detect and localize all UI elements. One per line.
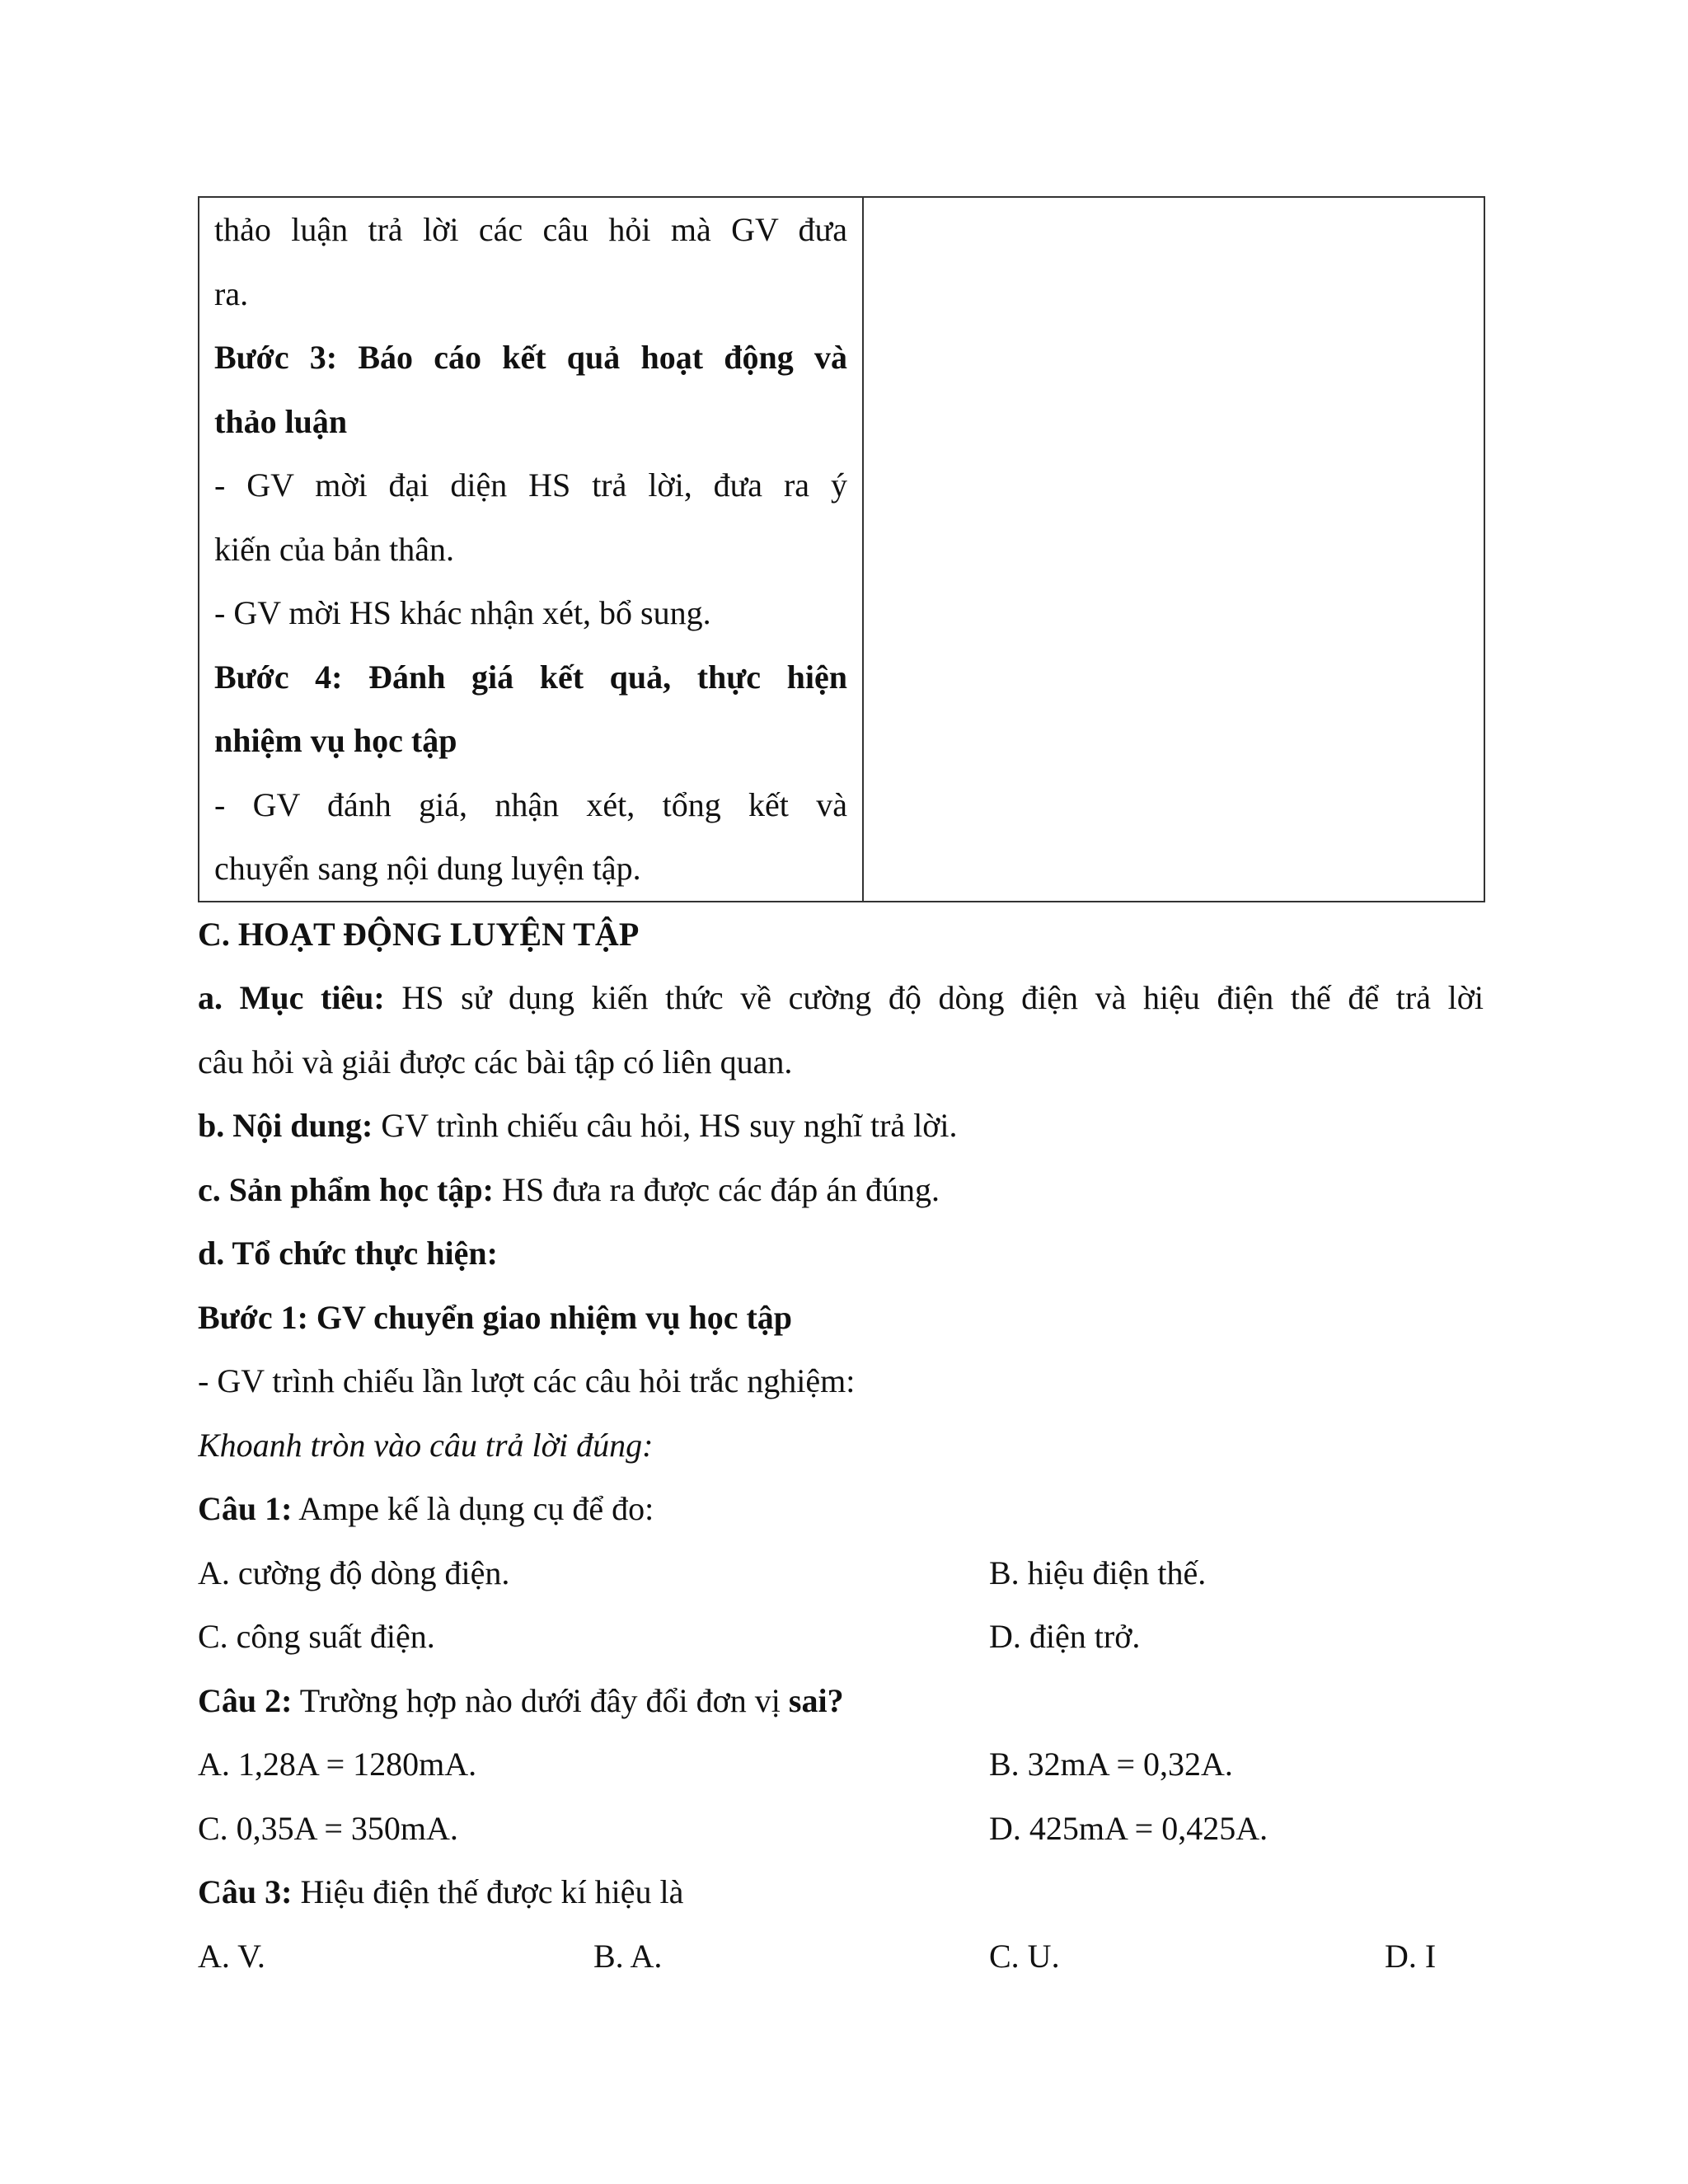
question-label: Câu 1:: [198, 1490, 293, 1527]
question-3: [198, 1860, 1484, 1924]
objective-line: [198, 966, 1484, 1030]
organize-label: d. Tổ chức thực hiện:: [198, 1235, 498, 1272]
table-line: kiến của bản thân.: [214, 530, 454, 568]
question-2: [198, 1669, 1484, 1733]
question-text: Ampe kế là dụng cụ để đo:: [292, 1490, 654, 1527]
answer-option: B. hiệu điện thế.: [989, 1554, 1207, 1591]
product-text: HS đưa ra được các đáp án đúng.: [493, 1170, 940, 1208]
question-label: Câu 2:: [198, 1681, 293, 1719]
answer-option: C. 0,35A = 350mA.: [198, 1809, 458, 1847]
step4-heading: Bước 4: Đánh giá kết quả, thực hiện: [214, 658, 847, 696]
table-line: thảo luận trả lời các câu hỏi mà GV đưa: [214, 211, 847, 248]
answer-option: A. V.: [198, 1937, 265, 1975]
objective-text: HS sử dụng kiến thức về cường độ dòng điện và hiệu điện thế để trả lời: [384, 979, 1484, 1016]
product-line: [198, 1158, 1484, 1222]
answer-row: [198, 1605, 1484, 1669]
step1-text: - GV trình chiếu lần lượt các câu hỏi trắc nghiệm:: [198, 1362, 856, 1399]
answer-option: B. 32mA = 0,32A.: [989, 1746, 1233, 1783]
objective-text-cont: câu hỏi và giải được các bài tập có liên quan.: [198, 1043, 793, 1080]
table-line: - GV đánh giá, nhận xét, tổng kết và: [214, 785, 847, 823]
question-text-bold: sai?: [788, 1681, 844, 1719]
document-page: [198, 196, 1484, 1988]
answer-option: C. công suất điện.: [198, 1618, 435, 1655]
section-heading: C. HOẠT ĐỘNG LUYỆN TẬP: [198, 915, 640, 953]
step3-heading: Bước 3: Báo cáo kết quả hoạt động và: [214, 339, 847, 376]
table-line: chuyển sang nội dung luyện tập.: [214, 850, 641, 887]
answer-option: A. cường độ dòng điện.: [198, 1554, 510, 1591]
table-line: ra.: [214, 274, 249, 312]
objective-label: a. Mục tiêu:: [198, 979, 385, 1016]
step3-heading-cont: thảo luận: [214, 402, 348, 440]
answer-option: D. I: [1385, 1937, 1437, 1975]
content-label: b. Nội dung:: [198, 1107, 373, 1144]
question-label: Câu 3:: [198, 1873, 293, 1910]
answer-row: [198, 1924, 1484, 1989]
table-line: - GV mời đại diện HS trả lời, đưa ra ý: [214, 466, 847, 504]
table-line: - GV mời HS khác nhận xét, bổ sung.: [214, 594, 711, 631]
step1-heading: Bước 1: GV chuyển giao nhiệm vụ học tập: [198, 1298, 793, 1336]
table-right-cell: [863, 197, 1484, 902]
answer-row: [198, 1732, 1484, 1797]
activity-table: [198, 196, 1485, 902]
step4-heading-cont: nhiệm vụ học tập: [214, 722, 457, 759]
answer-option: C. U.: [989, 1937, 1060, 1975]
question-text: Trường hợp nào dưới đây đổi đơn vị: [292, 1681, 789, 1719]
content-text: GV trình chiếu câu hỏi, HS suy nghĩ trả lời.: [373, 1107, 958, 1144]
instruction-text: Khoanh tròn vào câu trả lời đúng:: [198, 1426, 654, 1464]
question-1: [198, 1477, 1484, 1541]
answer-option: B. A.: [593, 1937, 663, 1975]
product-label: c. Sản phẩm học tập:: [198, 1170, 494, 1208]
answer-row: [198, 1541, 1484, 1605]
answer-option: D. 425mA = 0,425A.: [989, 1809, 1268, 1847]
content-line: [198, 1094, 1484, 1158]
table-left-cell: [199, 197, 863, 902]
answer-option: D. điện trở.: [989, 1618, 1141, 1655]
answer-row: [198, 1797, 1484, 1861]
answer-option: A. 1,28A = 1280mA.: [198, 1746, 477, 1783]
question-text: Hiệu điện thế được kí hiệu là: [292, 1873, 684, 1910]
